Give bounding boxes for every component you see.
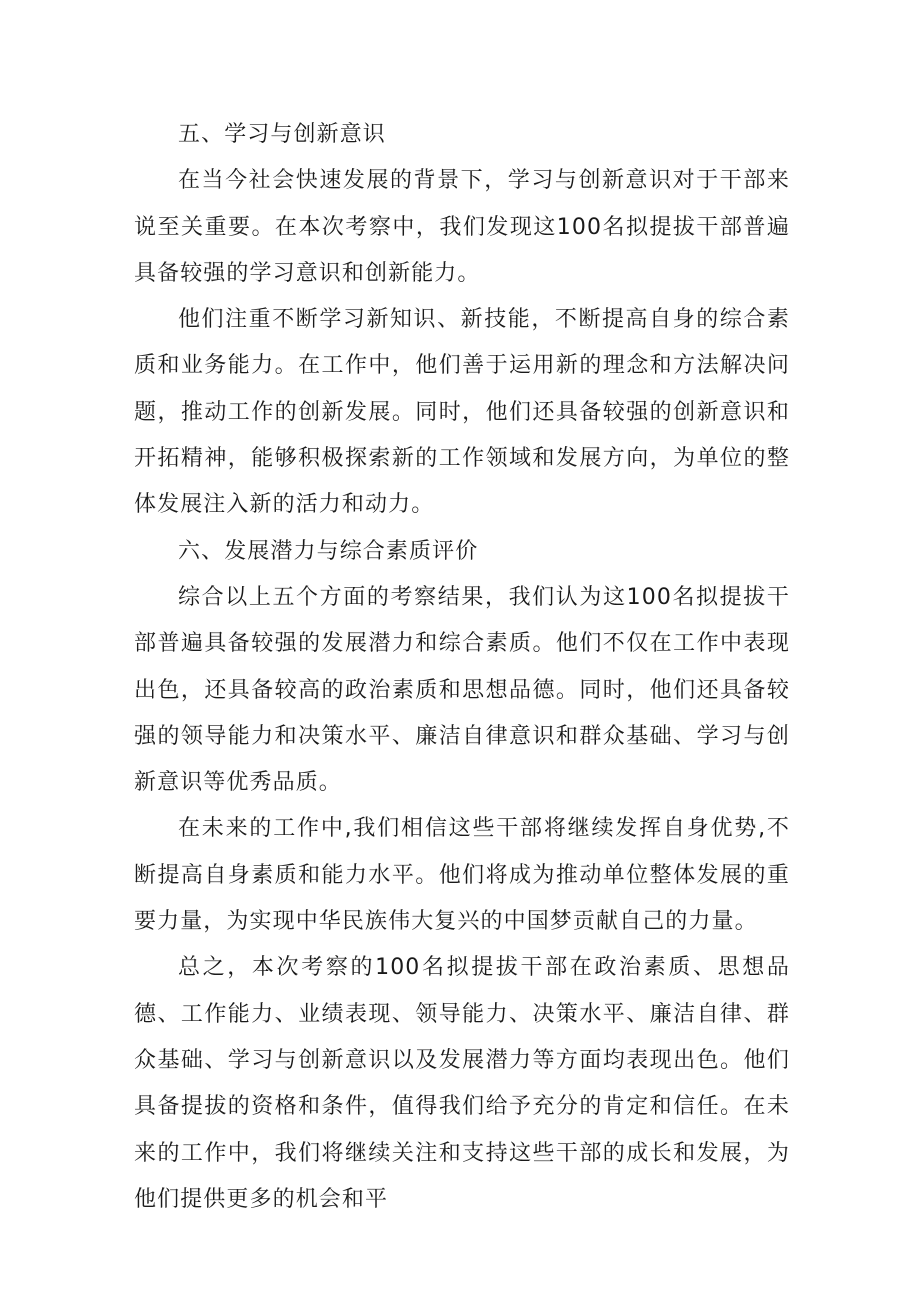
paragraph: 综合以上五个方面的考察结果，我们认为这100名拟提拔干部普遍具备较强的发展潜力和综合素质。他们不仅在工作中表现出色，还具备较高的政治素质和思想品德。同时，他们还具备较强的领导能力和决策水平、廉洁自律意识和群众基础、学习与创新意识等优秀品质。 (134, 584, 790, 796)
document-body (134, 112, 790, 1223)
section-heading-development-potential: 六、发展潜力与综合素质评价 (178, 538, 479, 564)
paragraph: 在当今社会快速发展的背景下，学习与创新意识对于干部来说至关重要。在本次考察中，我们发现这100名拟提拔干部普遍具备较强的学习意识和创新能力。 (134, 168, 790, 286)
paragraph: 总之，本次考察的100名拟提拔干部在政治素质、思想品德、工作能力、业绩表现、领导能力、决策水平、廉洁自律、群众基础、学习与创新意识以及发展潜力等方面均表现出色。他们具备提拔的资格和条件，值得我们给予充分的肯定和信任。在未来的工作中，我们将继续关注和支持这些干部的成长和发展，为他们提供更多的机会和平 (134, 955, 790, 1212)
paragraph: 他们注重不断学习新知识、新技能，不断提高自身的综合素质和业务能力。在工作中，他们善于运用新的理念和方法解决问题，推动工作的创新发展。同时，他们还具备较强的创新意识和开拓精神，能够积极探索新的工作领域和发展方向，为单位的整体发展注入新的活力和动力。 (134, 307, 790, 518)
section-heading-learning-innovation: 五、学习与创新意识 (178, 122, 386, 147)
paragraph: 在未来的工作中,我们相信这些干部将继续发挥自身优势,不断提高自身素质和能力水平。他们将成为推动单位整体发展的重要力量，为实现中华民族伟大复兴的中国梦贡献自己的力量。 (134, 816, 790, 935)
